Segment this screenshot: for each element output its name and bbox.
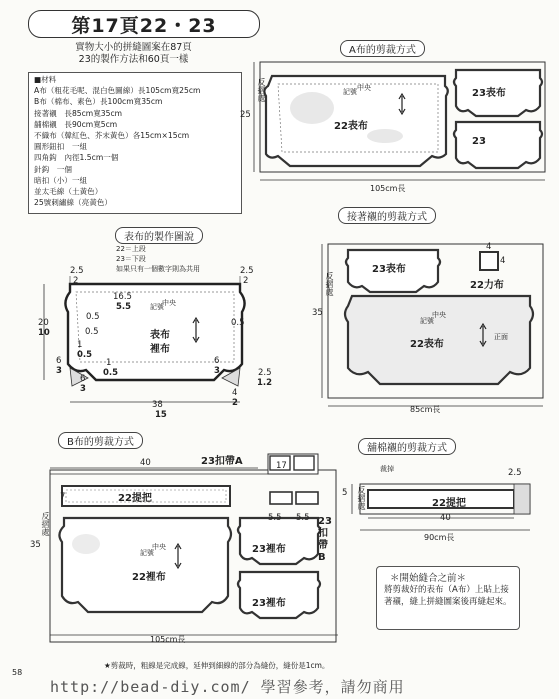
material-item: 暗扣（小）一組 [34, 175, 88, 185]
b-dim-55b: 5.5 [296, 513, 310, 523]
b-dim-17: 17 [276, 461, 287, 471]
page-title: 第17頁22・23 [28, 10, 260, 38]
outer-label-2: 裡布 [150, 344, 170, 355]
b-length: 105cm長 [150, 635, 186, 644]
interfacing-tab-h: 4 [500, 256, 506, 266]
b-center-word: 中央 [152, 543, 166, 551]
dim-c2-top: 1 [106, 358, 112, 368]
dim-left-top: 20 [38, 318, 49, 328]
b-tab-b-2: 扣 [318, 528, 328, 539]
intro-text [26, 42, 241, 66]
dim-b4-top: 4 [232, 388, 238, 398]
dim-tl-top: 2.5 [70, 266, 84, 276]
dim-br-bot: 1.2 [257, 378, 273, 388]
dim-r6-bot: 3 [214, 366, 220, 376]
a-piece-sub2: 23 [472, 136, 486, 147]
interfacing-title: 接著襯的剪裁方式 [338, 207, 436, 224]
intro-line: 23的製作方法和60頁一樣 [78, 54, 189, 65]
footnote: ★剪裁時，粗線是完成線，延伸到細線的部分為縫份，縫份是1cm。 [104, 661, 330, 670]
dim-c1-bot: 0.5 [77, 350, 93, 360]
batting-dim-25: 2.5 [508, 468, 522, 478]
b-tab-a: 23扣帶A [201, 456, 243, 467]
a-center-mark: 記號 [343, 88, 357, 96]
b-piece-sub1: 23裡布 [252, 544, 286, 555]
batting-width-40: 40 [440, 513, 451, 523]
material-item: A布（粗花毛呢、混白色圖線）長105cm寬25cm [34, 86, 201, 96]
b-piece-main: 22裡布 [132, 572, 166, 583]
a-cloth-diagram [250, 56, 550, 190]
dim-b4-bot: 2 [232, 398, 238, 408]
note-title: ＊開始縫合之前＊ [390, 573, 467, 584]
interfacing-fold: 反摺處 [325, 272, 334, 296]
material-item: 圓形鈕扣 一組 [34, 142, 88, 152]
b-tab-b [318, 516, 332, 564]
b-tab-b-1: 23 [318, 516, 332, 527]
material-item: 並太毛線（土黃色） [34, 187, 103, 197]
a-piece-sub: 23表布 [472, 88, 506, 99]
dim-tr-bot: 2 [243, 276, 249, 286]
interfacing-piece-main: 22表布 [410, 339, 444, 350]
materials-header: ■材料 [34, 75, 57, 84]
legend-line: 如果只有一個數字則為共用 [116, 265, 200, 273]
material-item: 針鈎 一個 [34, 164, 72, 174]
b-length-line [50, 630, 340, 640]
dim-mid-top: 16.5 [113, 292, 132, 302]
b-fold: 反摺處 [41, 512, 50, 536]
b-piece-handle: 22提把 [118, 493, 152, 504]
interfacing-center-mark: 記號 [420, 317, 434, 325]
b-dim-7: 7 [60, 492, 66, 502]
b-width-40: 40 [140, 458, 151, 468]
dim-bl-top: 6 [80, 374, 86, 384]
interfacing-grain: 正面 [494, 333, 508, 341]
a-cloth-fold-label: 反摺處 [257, 78, 266, 102]
materials-list [34, 74, 200, 208]
interfacing-piece-top: 23表布 [372, 264, 406, 275]
interfacing-piece-tab: 22力布 [470, 280, 504, 291]
b-center-mark: 記號 [140, 549, 154, 557]
legend-line: 23＝下段 [116, 255, 146, 263]
dim-left-bot: 10 [38, 328, 50, 338]
dim-l6-bot: 3 [56, 366, 62, 376]
batting-dim-5: 5 [342, 488, 348, 498]
b-dim-55a: 5.5 [268, 513, 282, 523]
material-item: 四角鈎 內徑1.5cm一個 [34, 153, 119, 163]
dim-right-top: 0.5 [231, 318, 245, 328]
footer-watermark: http://bead-diy.com/ 學習參考，請勿商用 [50, 678, 405, 696]
dim-inner-top: 0.5 [86, 312, 100, 322]
a-center-word: 中央 [357, 84, 371, 92]
page-number: 58 [12, 668, 23, 677]
b-cloth-diagram [38, 446, 338, 646]
note-body: 將剪裁好的表布（A布）上貼上接著襯，縫上拼縫圖案後再縫起來。 [384, 585, 512, 607]
interfacing-length: 85cm長 [410, 405, 441, 414]
batting-piece: 22提把 [432, 498, 466, 509]
outer-label-1: 表布 [150, 330, 170, 341]
batting-cut: 裁掉 [380, 465, 394, 473]
b-tab-b-3: 帶 [318, 540, 328, 551]
batting-fold: 反摺處 [357, 486, 366, 510]
dim-bl-bot: 3 [80, 384, 86, 394]
a-cloth-length: 105cm長 [370, 184, 406, 193]
outer-diagram-title: 表布的製作圖說 [115, 227, 203, 244]
dim-r6-top: 6 [214, 356, 220, 366]
interfacing-tab-w: 4 [486, 242, 492, 252]
b-tab-b-4: B [318, 552, 326, 563]
dim-br-top: 2.5 [258, 368, 272, 378]
dim-tr-top: 2.5 [240, 266, 254, 276]
batting-title: 舖棉襯的剪裁方式 [358, 438, 456, 455]
intro-line: 實物大小的拼縫圖案在87頁 [75, 42, 192, 53]
b-cloth-title: B布的剪裁方式 [58, 432, 143, 449]
dim-mid-bot: 5.5 [116, 302, 132, 312]
material-item: B布（棉布、素色）長100cm寬35cm [34, 97, 163, 107]
outer-center-mark: 記號 [150, 303, 164, 311]
interfacing-center-word: 中央 [432, 311, 446, 319]
a-piece-main: 22表布 [334, 121, 368, 132]
batting-length: 90cm長 [424, 533, 455, 542]
a-cloth-title: A布的剪裁方式 [340, 40, 425, 57]
a-cloth-height: 25 [240, 110, 251, 120]
outer-center-word: 中央 [162, 299, 176, 307]
interfacing-height: 35 [312, 308, 323, 318]
material-item: 不織布（韓紅色、芥末黃色）各15cm×15cm [34, 131, 190, 141]
interfacing-diagram [318, 238, 548, 414]
b-piece-sub2: 23裡布 [252, 598, 286, 609]
material-item: 25號刺繡線（亮黃色） [34, 198, 113, 208]
dim-inner-mid: 0.5 [85, 327, 99, 337]
dim-l6-top: 6 [56, 356, 62, 366]
b-height: 35 [30, 540, 41, 550]
dim-width-bot: 15 [155, 410, 167, 420]
dim-tl-bot: 2 [73, 276, 79, 286]
material-item: 舖棉襯 長90cm寬5cm [34, 119, 118, 129]
dim-c1-top: 1 [77, 340, 83, 350]
material-item: 接著襯 長85cm寬35cm [34, 108, 123, 118]
dim-width-top: 38 [152, 400, 163, 410]
dim-c2-bot: 0.5 [103, 368, 119, 378]
legend-line: 22＝上段 [116, 245, 146, 253]
